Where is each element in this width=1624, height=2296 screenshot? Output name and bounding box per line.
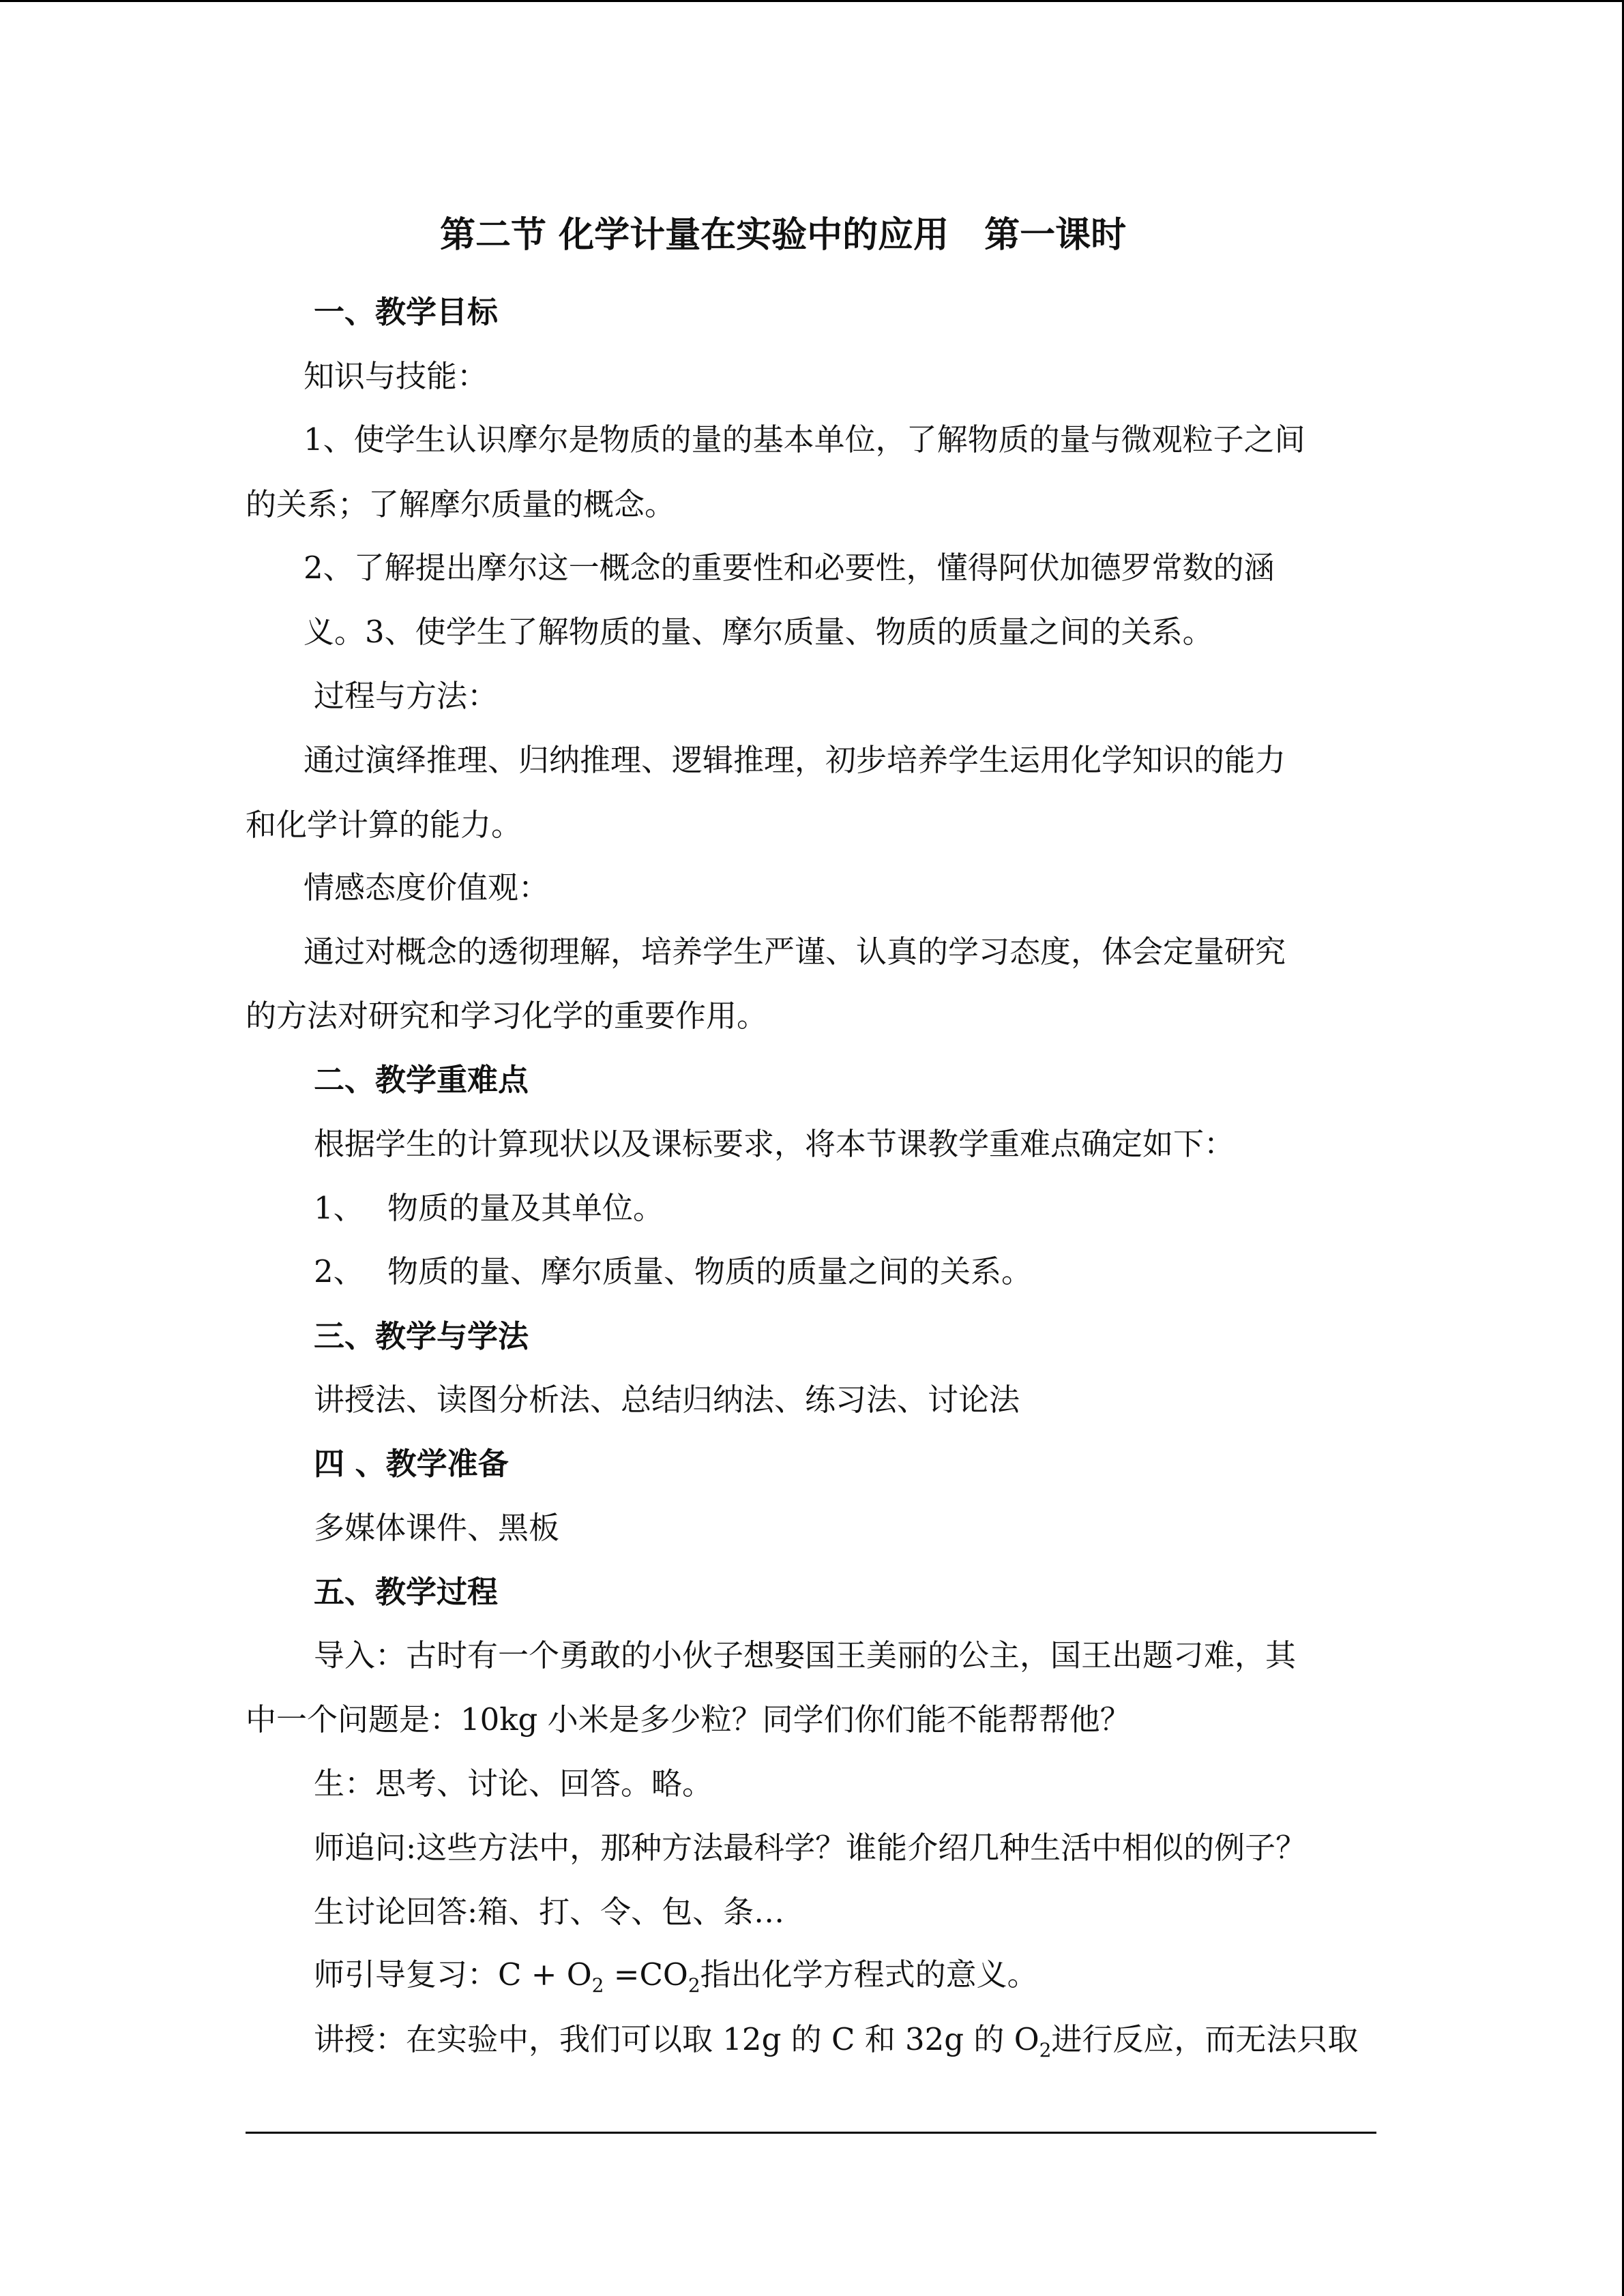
- lecture-suffix: 进行反应，而无法只取: [1051, 2021, 1359, 2057]
- emotion-line-1: 通过对概念的透彻理解，培养学生严谨、认真的学习态度，体会定量研究: [304, 934, 1286, 970]
- key-point-2-text: 物质的量、摩尔质量、物质的质量之间的关系。: [387, 1253, 1033, 1289]
- process-line-2: 和化学计算的能力。: [246, 807, 522, 843]
- key-point-2-number: 2、: [314, 1253, 364, 1289]
- page-title: 第二节 化学计量在实验中的应用 第一课时: [440, 215, 1127, 256]
- key-point-1-text: 物质的量及其单位。: [387, 1190, 664, 1226]
- review-equation-line: [314, 1954, 1038, 1995]
- footer-rule: [246, 2132, 1376, 2134]
- student-response-2: 生讨论回答:箱、打、令、包、条…: [314, 1894, 785, 1930]
- review-subscript-1: 2: [591, 1974, 604, 1997]
- teacher-question: 师追问:这些方法中，那种方法最科学？谁能介绍几种生活中相似的例子？: [314, 1830, 1307, 1866]
- lecture-prefix: 讲授：在实验中，我们可以取 12g 的 C 和 32g 的 O: [314, 2021, 1039, 2057]
- document-page: [246, 0, 1378, 2296]
- process-label: 过程与方法：: [314, 678, 499, 714]
- key-point-1-number: 1、: [314, 1190, 364, 1226]
- section-heading-process: 五、教学过程: [314, 1574, 499, 1610]
- student-response-1: 生：思考、讨论、回答。略。: [314, 1765, 713, 1802]
- emotion-line-2: 的方法对研究和学习化学的重要作用。: [246, 998, 768, 1034]
- methods-text: 讲授法、读图分析法、总结归纳法、练习法、讨论法: [314, 1382, 1020, 1418]
- key-point-1: [314, 1188, 664, 1229]
- objective-2-line-2: 义。3、使学生了解物质的量、摩尔质量、物质的质量之间的关系。: [304, 614, 1213, 650]
- section-heading-objectives: 一、教学目标: [314, 294, 499, 330]
- review-prefix: 师引导复习：C + O: [314, 1956, 592, 1993]
- review-suffix: 指出化学方程式的意义。: [700, 1956, 1038, 1993]
- lecture-subscript: 2: [1039, 2039, 1052, 2061]
- section-heading-key-points: 二、教学重难点: [314, 1062, 529, 1098]
- intro-line-1: 导入：古时有一个勇敢的小伙子想娶国王美丽的公主，国王出题刁难，其: [314, 1637, 1297, 1673]
- objective-2-line-1: 2、了解提出摩尔这一概念的重要性和必要性，懂得阿伏加德罗常数的涵: [304, 550, 1275, 586]
- process-line-1: 通过演绎推理、归纳推理、逻辑推理，初步培养学生运用化学知识的能力: [304, 742, 1286, 778]
- section-heading-methods: 三、教学与学法: [314, 1318, 529, 1354]
- objective-1-line-1: 1、使学生认识摩尔是物质的量的基本单位，了解物质的量与微观粒子之间: [304, 421, 1305, 458]
- knowledge-label: 知识与技能：: [304, 358, 488, 394]
- lecture-line: [314, 2019, 1358, 2060]
- key-points-intro: 根据学生的计算现状以及课标要求，将本节课教学重难点确定如下：: [314, 1126, 1235, 1162]
- objective-1-line-2: 的关系；了解摩尔质量的概念。: [246, 486, 676, 522]
- intro-line-2: 中一个问题是：10kg 小米是多少粒？同学们你们能不能帮帮他？: [246, 1701, 1131, 1738]
- review-subscript-2: 2: [688, 1974, 700, 1997]
- preparation-text: 多媒体课件、黑板: [314, 1510, 560, 1546]
- section-heading-preparation: 四 、教学准备: [314, 1446, 509, 1482]
- review-middle: =CO: [604, 1956, 688, 1993]
- emotion-label: 情感态度价值观：: [304, 869, 550, 906]
- key-point-2: [314, 1251, 1032, 1292]
